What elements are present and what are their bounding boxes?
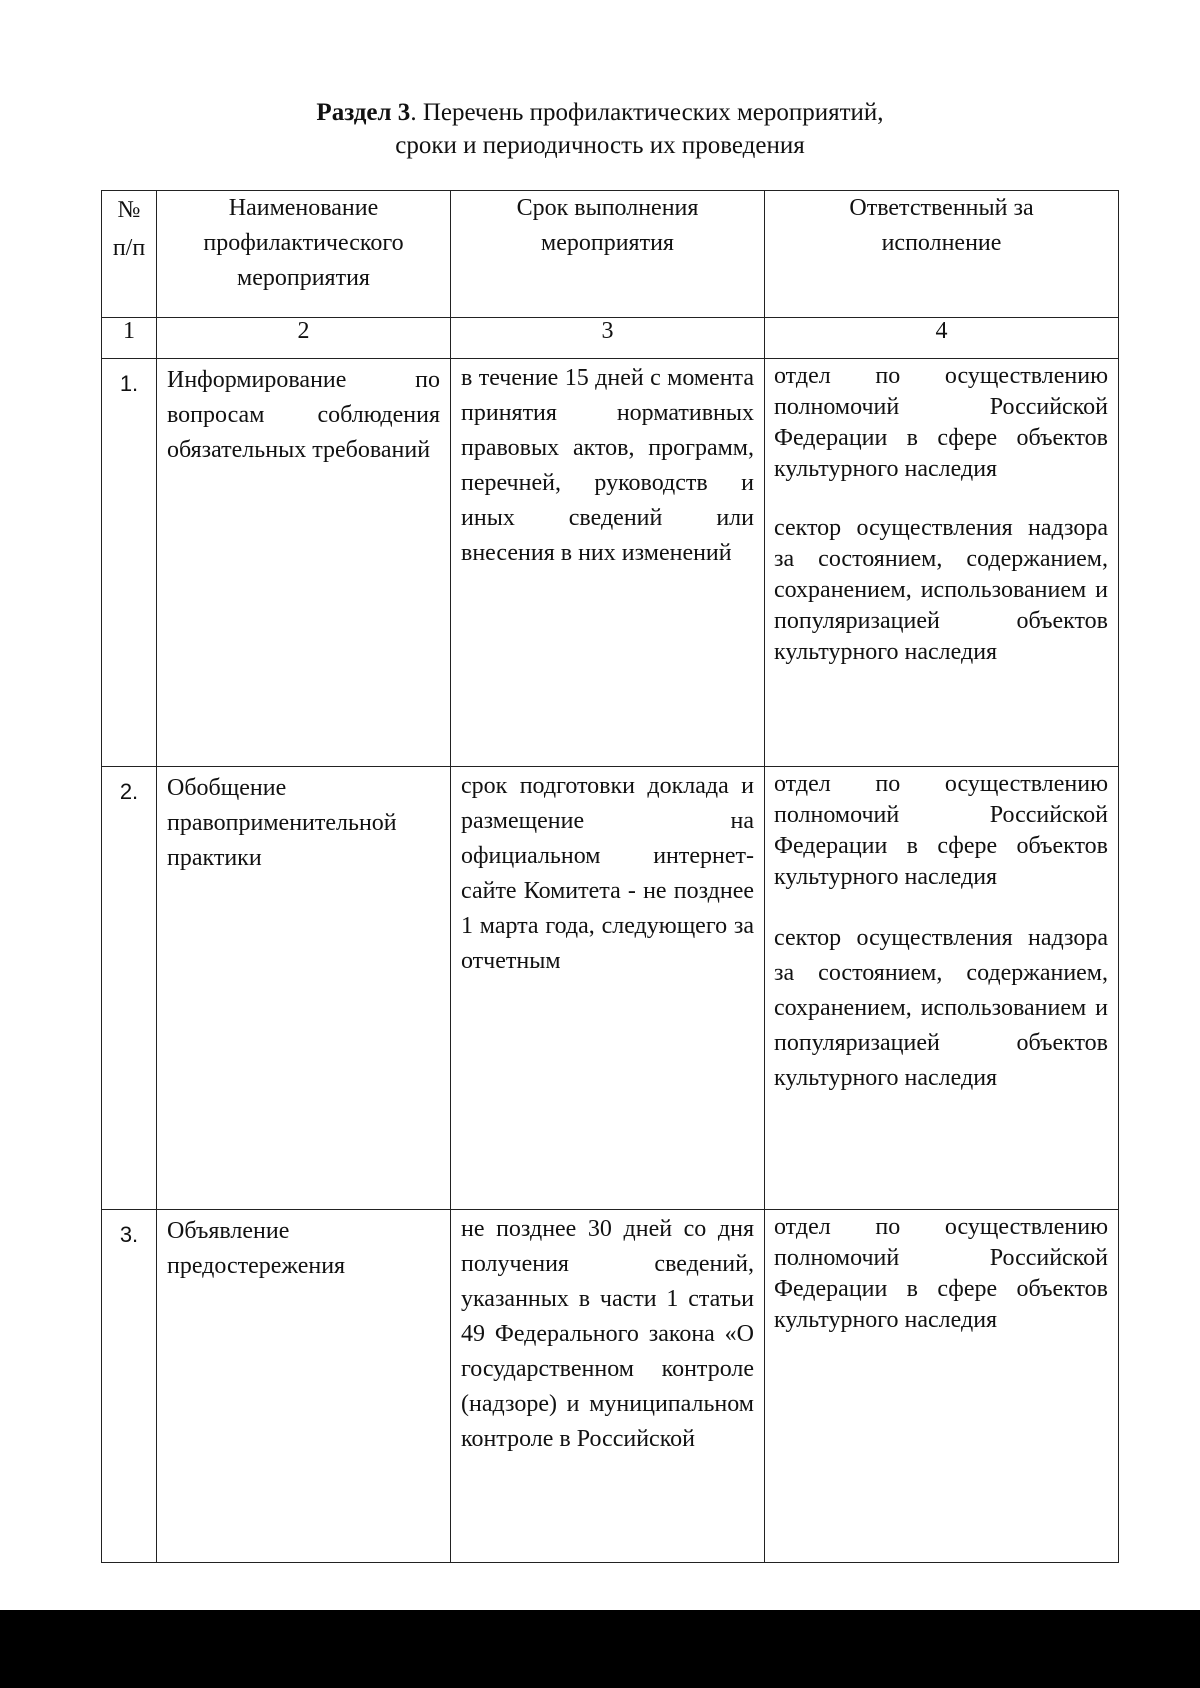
measure-term: в течение 15 дней с момента принятия нормативных правовых актов, программ, перечней, руководств и иных сведений или внесения в них изменений <box>451 359 765 767</box>
header-resp: Ответственный за исполнение <box>765 191 1119 318</box>
measure-responsible <box>765 359 1119 767</box>
row-number: 2. <box>102 767 157 1210</box>
header-name: Наименование профилактического мероприятия <box>157 191 451 318</box>
table-row <box>102 359 1119 767</box>
table-row <box>102 767 1119 1210</box>
page-title <box>0 96 1200 162</box>
column-number: 4 <box>765 318 1119 359</box>
header-term: Срок выполнения мероприятия <box>451 191 765 318</box>
scan-bottom-edge <box>0 1610 1200 1688</box>
column-number: 2 <box>157 318 451 359</box>
section-label: Раздел 3 <box>316 99 411 126</box>
measure-responsible <box>765 767 1119 1210</box>
responsible-unit: отдел по осуществлению полномочий Российской Федерации в сфере объектов культурного наследия <box>774 771 1108 890</box>
column-number: 3 <box>451 318 765 359</box>
responsible-unit: отдел по осуществлению полномочий Российской Федерации в сфере объектов культурного наследия <box>774 363 1108 482</box>
measure-name: Информирование по вопросам соблюдения обязательных требований <box>157 359 451 767</box>
measure-term: срок подготовки доклада и размещение на официальном интернет-сайте Комитета - не позднее 1 марта года, следующего за отчетным <box>451 767 765 1210</box>
row-number: 3. <box>102 1210 157 1563</box>
responsible-unit: сектор осуществления надзора за состоянием, содержанием, сохранением, использованием и популяризацией объектов культурного наследия <box>774 515 1108 665</box>
column-number: 1 <box>102 318 157 359</box>
measure-name: Обобщение правоприменительной практики <box>157 767 451 1210</box>
table-header-row <box>102 191 1119 318</box>
title-line2: сроки и периодичность их проведения <box>395 132 805 159</box>
measure-responsible <box>765 1210 1119 1563</box>
responsible-unit: отдел по осуществлению полномочий Российской Федерации в сфере объектов культурного наследия <box>774 1214 1108 1333</box>
measures-table <box>101 190 1119 1563</box>
measure-name: Объявление предостережения <box>157 1210 451 1563</box>
table-row <box>102 1210 1119 1563</box>
row-number: 1. <box>102 359 157 767</box>
column-numbers-row <box>102 318 1119 359</box>
responsible-unit: сектор осуществления надзора за состоянием, содержанием, сохранением, использованием и популяризацией объектов культурного наследия <box>774 925 1108 1091</box>
measure-term: не позднее 30 дней со дня получения сведений, указанных в части 1 статьи 49 Федерального закона «О государственном контроле (надзоре) и муниципальном контроле в Российской <box>451 1210 765 1563</box>
title-line1: . Перечень профилактических мероприятий, <box>410 99 884 126</box>
header-num: № п/п <box>102 191 157 318</box>
